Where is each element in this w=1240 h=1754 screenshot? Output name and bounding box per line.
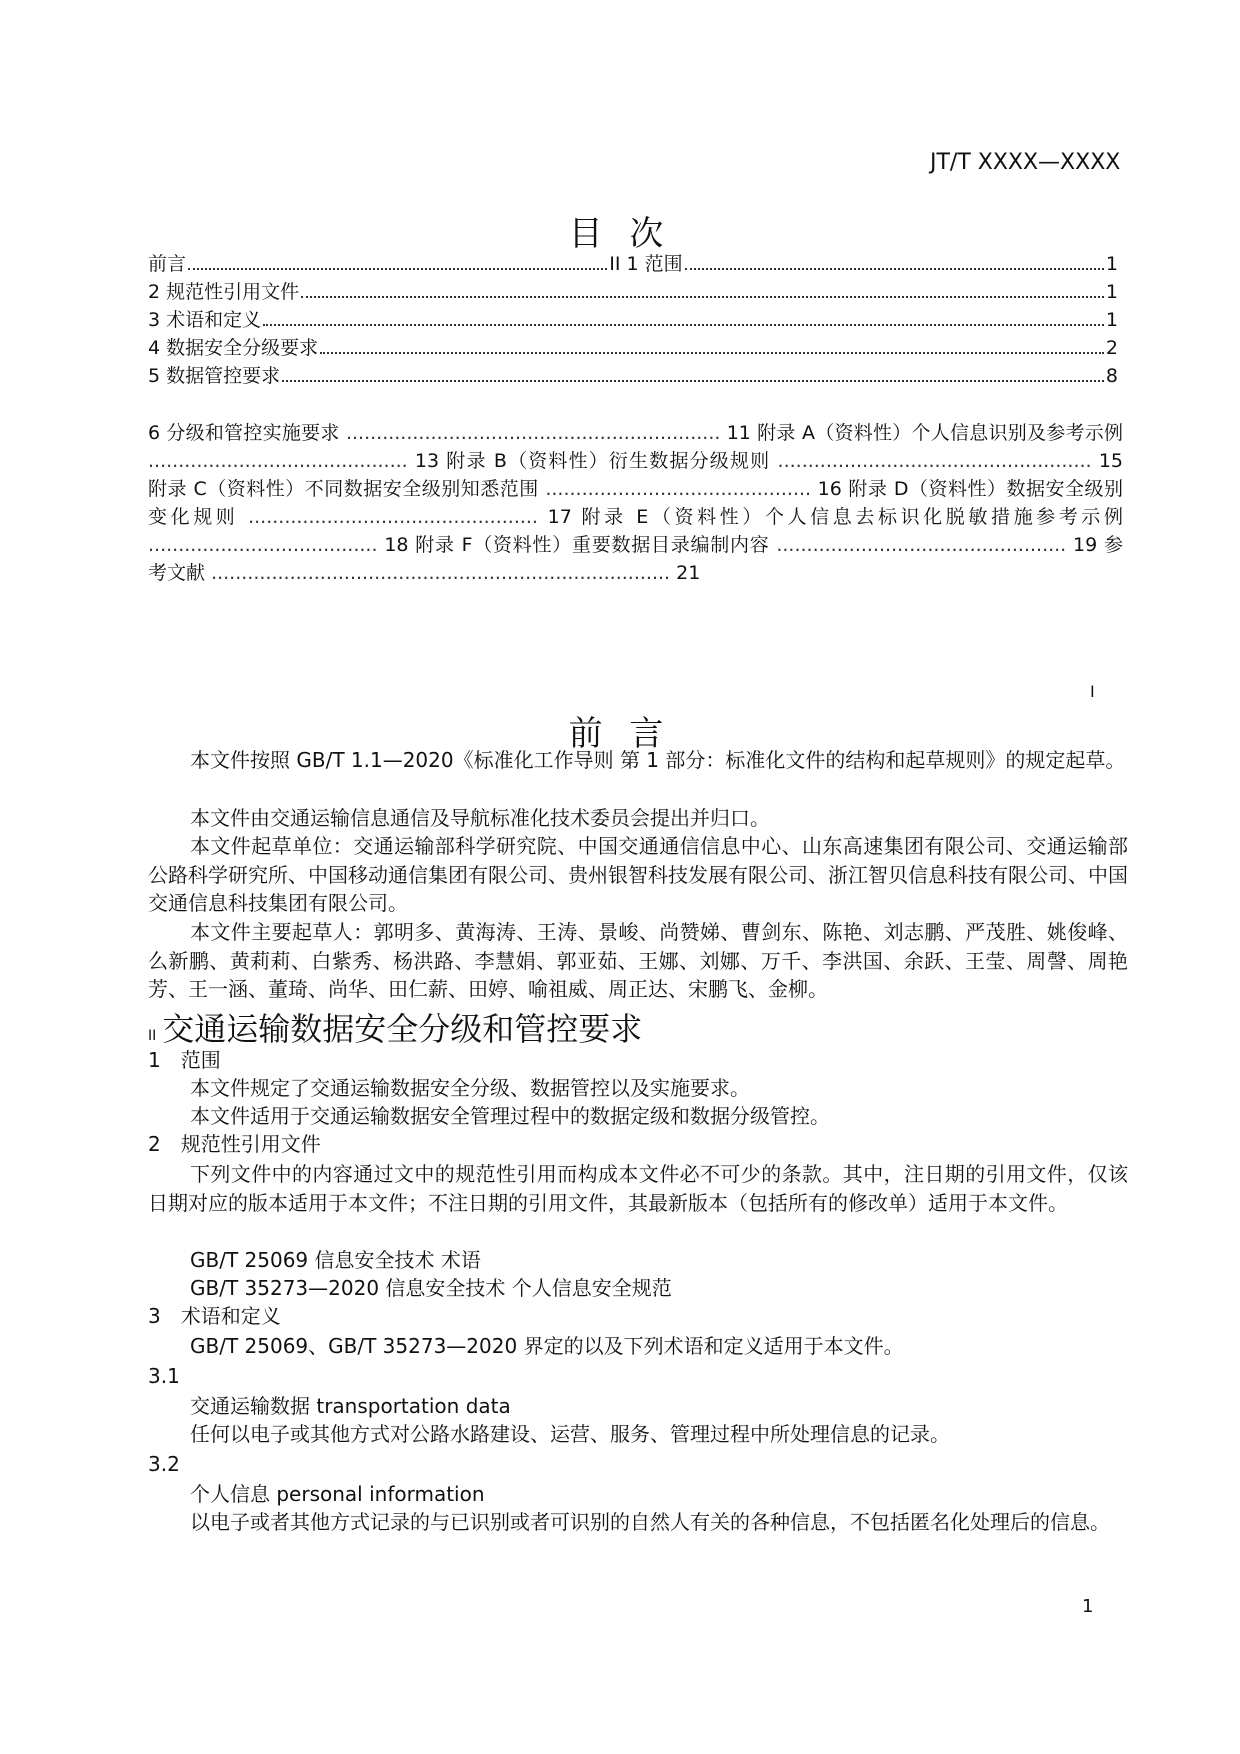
toc-leader: .............................................................. — [345, 422, 721, 444]
body-paragraph: 下列文件中的内容通过文中的规范性引用而构成本文件必不可少的条款。其中，注日期的引用文件，仅该日期对应的版本适用于本文件；不注日期的引用文件，其最新版本（包括所有的修改单）适用于本文件。 — [148, 1162, 1128, 1215]
body-paragraph: GB/T 25069、GB/T 35273—2020 界定的以及下列术语和定义适用于本文件。 — [190, 1334, 904, 1358]
standard-code: JT/T XXXX—XXXX — [930, 150, 1121, 175]
roman-page-number: I — [1090, 682, 1095, 701]
term-name: 交通运输数据 transportation data — [190, 1394, 511, 1418]
toc-leader: ...................................... — [148, 534, 378, 556]
toc-entry[interactable] — [148, 334, 1118, 362]
toc-leader: ................................................ — [776, 534, 1067, 556]
foreword-paragraph: 本文件起草单位：交通运输部科学研究院、中国交通通信信息中心、山东高速集团有限公司、交通运输部公路科学研究所、中国移动通信集团有限公司、贵州银智科技发展有限公司、浙江智贝信息科技有限公司、中国交通信息科技集团有限公司。 — [148, 834, 1128, 915]
toc-leader — [685, 267, 1104, 270]
toc-leader: ............................................ — [545, 478, 812, 500]
document-title: 交通运输数据安全分级和管控要求 — [162, 1010, 643, 1048]
toc-entry-page: 1 — [1105, 309, 1118, 331]
reference-item: GB/T 35273—2020 信息安全技术 个人信息安全规范 — [190, 1276, 672, 1300]
toc-leader — [188, 267, 607, 270]
page-number: 1 — [1082, 1596, 1094, 1617]
foreword-title: 前 言 — [568, 714, 672, 754]
toc-entry-page: 21 — [676, 562, 701, 584]
toc-leader — [263, 323, 1104, 326]
toc-entry[interactable] — [148, 278, 1118, 306]
toc-flowed-entries — [148, 419, 1123, 587]
toc-leader — [320, 351, 1104, 354]
toc-entry-label: 2 规范性引用文件 — [148, 281, 300, 303]
toc-leader: ............................................................................ — [211, 562, 671, 584]
toc-leader: ........................................... — [148, 450, 408, 472]
toc-entry-label[interactable]: 17 附录 E（资料性）个人信息去标识化脱敏措施参考示例 — [547, 506, 1123, 528]
section-heading: 3 术语和定义 — [148, 1304, 281, 1328]
foreword-paragraph: 本文件主要起草人：郭明多、黄海涛、王涛、景峻、尚赞娣、曹剑东、陈艳、刘志鹏、严茂胜、姚俊峰、么新鹏、黄莉莉、白紫秀、杨洪路、李慧娟、郭亚茹、王娜、刘娜、万千、李洪国、余跃、王莹、周謦、周艳芳、王一涵、董琦、尚华、田仁薪、田婷、喻祖威、周正达、宋鹏飞、金柳。 — [148, 920, 1128, 1001]
toc-entry-label[interactable]: 15 附录 C（资料性）不同数据安全级别知悉范围 — [148, 450, 1123, 500]
toc-entry-label: II 1 范围 — [609, 253, 683, 275]
foreword-paragraph: 本文件由交通运输信息通信及导航标准化技术委员会提出并归口。 — [190, 806, 770, 830]
toc-entry-page: 2 — [1105, 337, 1118, 359]
toc-leader — [282, 379, 1104, 382]
toc-entry-label[interactable]: 18 附录 F（资料性）重要数据目录编制内容 — [384, 534, 770, 556]
term-definition: 任何以电子或其他方式对公路水路建设、运营、服务、管理过程中所处理信息的记录。 — [190, 1422, 950, 1446]
body-paragraph: 本文件适用于交通运输数据安全管理过程中的数据定级和数据分级管控。 — [190, 1104, 830, 1128]
term-name: 个人信息 personal information — [190, 1482, 485, 1506]
toc-entry-page: 1 — [1105, 281, 1118, 303]
toc-entry[interactable] — [148, 250, 1118, 278]
roman-mark: II — [148, 1028, 157, 1044]
toc-entry-label: 3 术语和定义 — [148, 309, 262, 331]
toc-leader — [301, 295, 1104, 298]
toc-entry-label: 4 数据安全分级要求 — [148, 337, 319, 359]
toc-entry-page: 1 — [1105, 253, 1119, 275]
toc-entry-label[interactable]: 16 附录 D（资料性）数据安全级别变化规则 — [148, 478, 1124, 528]
term-number: 3.1 — [148, 1364, 180, 1388]
toc-title: 目 次 — [568, 214, 672, 254]
toc-entry-label: 5 数据管控要求 — [148, 365, 281, 387]
term-definition: 以电子或者其他方式记录的与已识别或者可识别的自然人有关的各种信息，不包括匿名化处理后的信息。 — [190, 1510, 1110, 1534]
reference-item: GB/T 25069 信息安全技术 术语 — [190, 1248, 481, 1272]
foreword-paragraph: 本文件按照 GB/T 1.1—2020《标准化工作导则 第 1 部分：标准化文件的结构和起草规则》的规定起草。 — [190, 748, 1126, 772]
section-heading: 1 范围 — [148, 1048, 221, 1072]
toc-leader: .................................................... — [777, 450, 1092, 472]
toc-entry[interactable] — [148, 362, 1118, 390]
toc-entry-label[interactable]: 19 参考文献 — [148, 534, 1123, 584]
document-title-line — [148, 1004, 642, 1050]
body-paragraph: 本文件规定了交通运输数据安全分级、数据管控以及实施要求。 — [190, 1076, 750, 1100]
term-number: 3.2 — [148, 1452, 180, 1476]
toc-entry-label[interactable]: 13 附录 B（资料性）衍生数据分级规则 — [414, 450, 771, 472]
toc-entry-label: 前言 — [148, 253, 187, 275]
toc-entry-label[interactable]: 11 附录 A（资料性）个人信息识别及参考示例 — [726, 422, 1123, 444]
section-heading: 2 规范性引用文件 — [148, 1132, 321, 1156]
toc-entry-page: 8 — [1105, 365, 1118, 387]
toc-entry[interactable] — [148, 306, 1118, 334]
toc-leader: ................................................ — [248, 506, 538, 528]
toc-entry-label[interactable]: 6 分级和管控实施要求 — [148, 422, 340, 444]
